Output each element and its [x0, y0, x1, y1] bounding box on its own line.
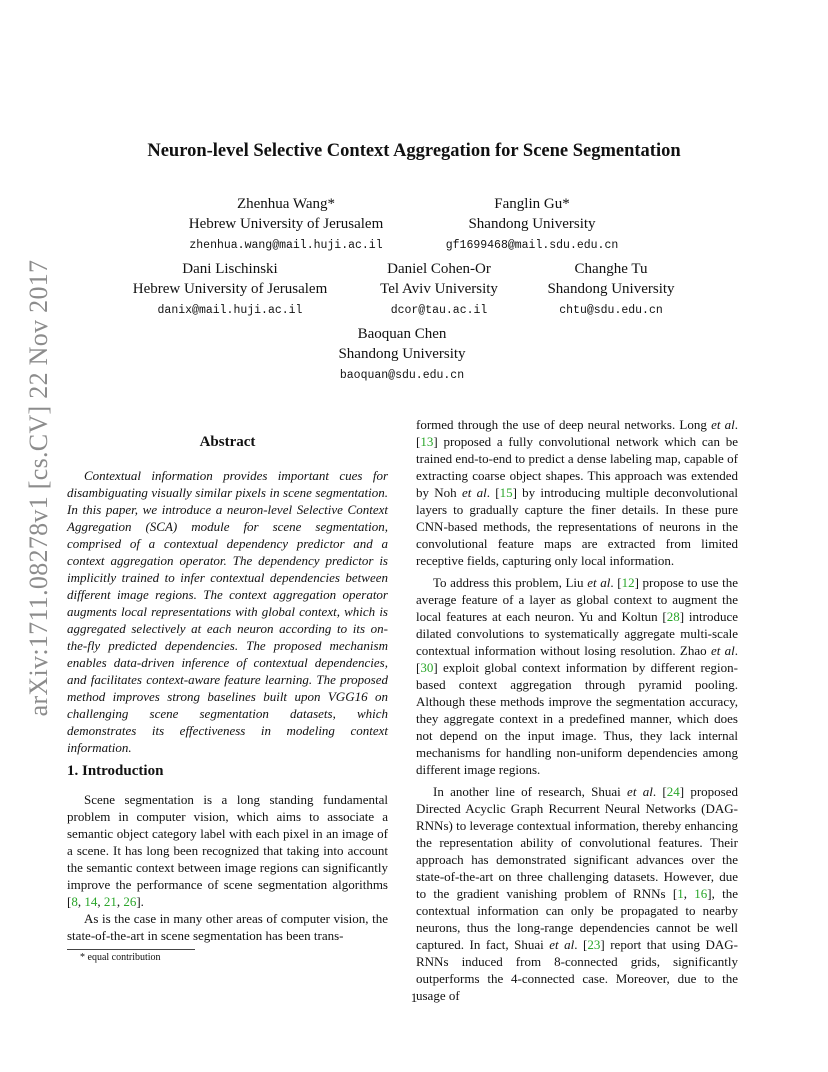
author-email: dcor@tau.ac.il [390, 304, 488, 317]
author-email: gf1699468@mail.sdu.edu.cn [445, 239, 619, 252]
author-affiliation: Shandong University [547, 280, 675, 297]
citation-link[interactable]: 28 [666, 609, 680, 624]
author-email: baoquan@sdu.edu.cn [339, 369, 465, 382]
abstract-text: Contextual information provides important cues for disambiguating visually similar pixels in scene segmentation. In this paper, we introduce a neuron-level Selective Context Aggregation (SCA) module for scene segmentation, comprised of a contextual dependency predictor and a context aggregation operator. The dependency predictor is implicitly trained to infer contextual dependencies between different image regions. The context aggregation operator augments local representations with global context, which is aggregated selectively at each neuron according to its on-the-fly predicted dependencies. The proposed mechanism enables data-driven inference of contextual dependencies, and facilitates context-aware feature learning. The proposed method improves strong baselines built upon VGG16 on challenging scene segmentation datasets, which demonstrates its effectiveness in modeling context information. [67, 468, 388, 755]
author-name: Dani Lischinski [182, 261, 278, 277]
abstract-heading: Abstract [199, 434, 256, 450]
author-name: Zhenhua Wang* [236, 196, 336, 212]
paragraph: As is the case in many other areas of computer vision, the state-of-the-art in scene segmentation has been trans- [67, 911, 388, 943]
section-heading-introduction: 1. Introduction [67, 763, 164, 779]
author-name: Daniel Cohen-Or [387, 261, 491, 277]
citation-link[interactable]: 13 [420, 434, 434, 449]
author-affiliation: Shandong University [338, 345, 466, 362]
citation-link[interactable]: 14 [84, 894, 98, 909]
abstract-body [67, 467, 388, 756]
arxiv-stamp-text: arXiv:1711.08278v1 [cs.CV] 22 Nov 2017 [24, 259, 53, 717]
paragraph: Scene segmentation is a long standing fundamental problem in computer vision, which aims to associate a semantic object category label with each pixel in an image of a scene. It has long been recognized that taking into account the semantic context between image regions can significantly improve the performance of scene segmentation algorithms [8, 14, 21, 26]. [67, 792, 388, 909]
author-email: danix@mail.huji.ac.il [157, 304, 303, 317]
intro-body [67, 791, 388, 944]
citation-link[interactable]: 21 [103, 894, 117, 909]
author-block [530, 260, 692, 323]
author-name: Fanglin Gu* [494, 196, 570, 212]
paragraph: To address this problem, Liu et al. [12] propose to use the average feature of a layer as global context to augment the local features at each neuron. Yu and Koltun [28] introduce dilated convolutions to systematically aggregate multi-scale contextual information without losing resolution. Zhao et al. [30] exploit global context information by different region-based context aggregation through pyramid pooling. Although these methods improve the segmentation accuracy, they aggregate context in a predefined manner, which does not depend on the input image. Thus, they lack internal mechanisms for handling non-uniform dependencies among different image regions. [416, 575, 739, 777]
author-block [420, 195, 644, 258]
footnote: * equal contribution [80, 952, 161, 963]
author-email: zhenhua.wang@mail.huji.ac.il [189, 239, 383, 252]
citation-link[interactable]: 23 [587, 937, 601, 952]
paper-title: Neuron-level Selective Context Aggregation for Scene Segmentation [147, 141, 681, 161]
citation-link[interactable]: 12 [621, 575, 635, 590]
author-name: Changhe Tu [574, 261, 648, 277]
citation-link[interactable]: 24 [666, 784, 680, 799]
paragraph: formed through the use of deep neural networks. Long et al. [13] proposed a fully convolutional network which can be trained end-to-end to predict a dense labeling map, capable of extracting coarse object shapes. This approach was extended by Noh et al. [15] by introducing multiple deconvolutional layers to gradually capture the finer details. In these pure CNN-based methods, the representations of neurons in the convolutional feature maps are extracted from limited receptive fields, capturing only local information. [416, 417, 738, 568]
paragraph: In another line of research, Shuai et al. [24] proposed Directed Acyclic Graph Recurrent Neural Networks (DAG-RNNs) to leverage contextual information, thereby enhancing the representation ability of convolutional features. Their approach has demonstrated significant advances over the state-of-the-art on three challenging datasets. However, due to the gradient vanishing problem of RNNs [1, 16], the contextual information can only be propagated to nearby neurons, thus the long-range dependencies cannot be well captured. In fact, Shuai et al. [23] report that using DAG-RNNs induced from 8-connected grids, significantly outperforms the 4-connected case. Moreover, due to the usage of [416, 784, 738, 1003]
citation-link[interactable]: 30 [420, 660, 434, 675]
author-block [118, 260, 342, 323]
author-name: Baoquan Chen [357, 326, 447, 342]
citation-link[interactable]: 8 [71, 894, 78, 909]
citation-link[interactable]: 26 [123, 894, 137, 909]
citation-link[interactable]: 16 [694, 886, 708, 901]
right-column [416, 416, 738, 1004]
author-email: chtu@sdu.edu.cn [559, 304, 663, 317]
author-block [310, 325, 494, 388]
author-affiliation: Tel Aviv University [380, 280, 498, 297]
author-block [360, 260, 518, 323]
citation-link[interactable]: 1 [677, 886, 684, 901]
author-affiliation: Hebrew University of Jerusalem [188, 215, 384, 232]
footnote-rule [67, 949, 195, 950]
author-affiliation: Shandong University [468, 215, 596, 232]
arxiv-stamp [20, 259, 58, 717]
citation-link[interactable]: 15 [499, 485, 513, 500]
author-block [170, 195, 402, 258]
page-number: 1 [410, 990, 418, 1005]
author-affiliation: Hebrew University of Jerusalem [132, 280, 328, 297]
